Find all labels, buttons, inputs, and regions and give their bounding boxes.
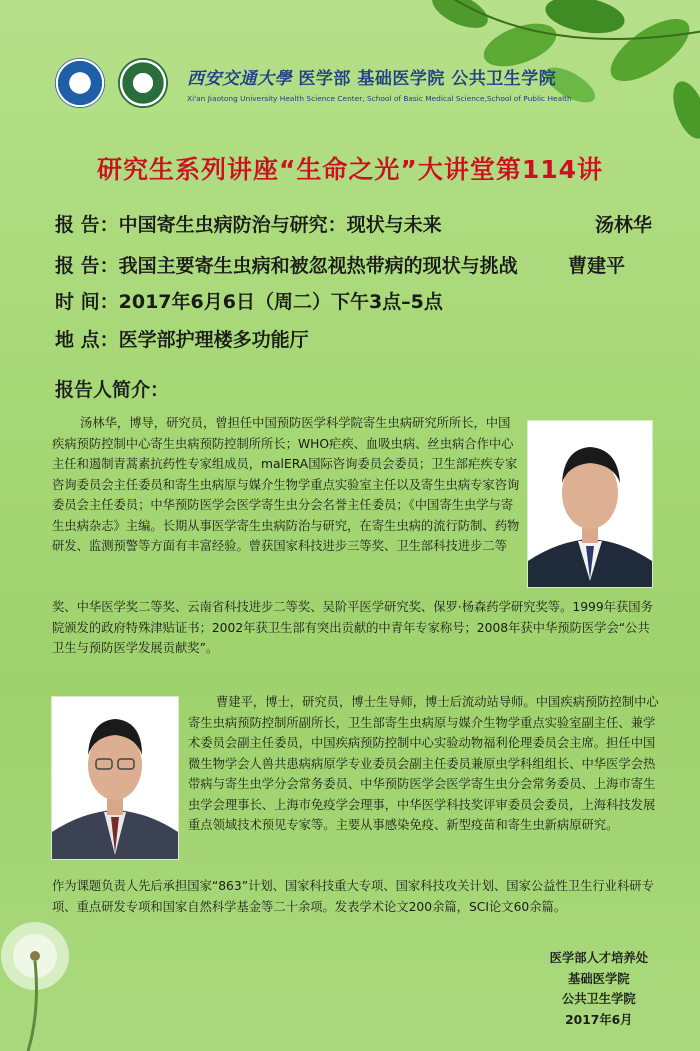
report2-speaker: 曹建平 — [568, 255, 626, 277]
section-title: 报告人简介： — [55, 379, 170, 401]
report1-label: 报 告： — [55, 214, 119, 236]
school-calligraphy: 西安交通大學 — [187, 69, 292, 89]
place-row — [55, 325, 309, 352]
bio1-text: 汤林华，博导，研究员，曾担任中国预防医学科学院寄生虫病研究所所长，中国疾病预防控制中心寄生虫病预防控制所所长；WHO疟疾、血吸虫病、丝虫病合作中心主任和遏制青蒿素抗药性专家组成员，malERA国际咨询委员会委员；卫生部疟疾专家咨询委员会主任委员和寄生虫病原与媒介生物学重点实验室主任以及寄生虫病专家咨询委员会主任委员；中华预防医学会医学寄生虫分会名誉主任委员；《中国寄生虫学与寄生虫病杂志》主编。长期从事医学寄生虫病防治与研究，在寄生虫病的流行防制、药物研发、监测预警等方面有丰富经验。曾获国家科技进步三等奖、卫生部科技进步二等 — [52, 416, 520, 553]
bio2-text-continued: 作为课题负责人先后承担国家“863”计划、国家科技重大专项、国家科技攻关计划、国家公益性卫生行业科研专项、重点研发专项和国家自然科学基金等二十余项。发表学术论文200余篇，SCI论文60余篇。 — [52, 879, 654, 914]
footer-school1: 基础医学院 — [568, 971, 630, 986]
place-label: 地 点： — [55, 329, 119, 351]
header — [55, 58, 690, 118]
page-title: 研究生系列讲座“生命之光”大讲堂第114讲 — [96, 155, 604, 184]
report2-label: 报 告： — [55, 255, 119, 277]
time-label: 时 间： — [55, 291, 119, 313]
school-name-cn — [187, 64, 556, 89]
footer-dept: 医学部人才培养处 — [549, 951, 648, 965]
time-value: 2017年6月6日（周二）下午3点–5点 — [118, 291, 443, 313]
health-science-center-logo — [55, 58, 105, 108]
speaker2-photo — [52, 697, 178, 859]
school-name-en: Xi'an Jiaotong University Health Science Center, School of Basic Medical Science,School of Public Health — [187, 94, 572, 103]
footer — [550, 948, 648, 1030]
footer-school2: 公共卫生学院 — [561, 992, 636, 1006]
school-units: 医学部 基础医学院 公共卫生学院 — [298, 69, 557, 89]
dandelion-decoration — [0, 901, 100, 1051]
speaker1-photo — [528, 421, 652, 587]
bio2-text: 曹建平，博士，研究员，博士生导师，博士后流动站导师。中国疾病预防控制中心寄生虫病预防控制所副所长，卫生部寄生虫病原与媒介生物学重点实验室副主任、兼学术委员会副主任委员，中国疾病预防控制中心实验动物福利伦理委员会主席。担任中国微生物学会人兽共患病病原学专业委员会副主任委员兼原虫学科组组长、中华医学会热带病与寄生虫学分会常务委员、中华预防医学会医学寄生虫分会常务委员、上海市寄生虫学会理事长、上海市免疫学会理事，中华医学科技奖评审委员会委员，上海科技发展重点领域技术预见专家等。主要从事感染免疫、新型疫苗和寄生虫新病原研究。 — [188, 695, 659, 832]
report1-speaker: 汤林华 — [595, 214, 653, 236]
report1-row — [55, 210, 653, 237]
footer-date: 2017年6月 — [565, 1012, 633, 1027]
report2-topic: 我国主要寄生虫病和被忽视热带病的现状与挑战 — [118, 255, 518, 277]
report2-row — [55, 251, 626, 278]
bio1-text-continued: 奖、中华医学奖二等奖、云南省科技进步二等奖、吴阶平医学研究奖、保罗·杨森药学研究奖等。1999年获国务院颁发的政府特殊津贴证书；2002年获卫生部有突出贡献的中青年专家称号；2008年获中华预防医学会“公共卫生与预防医学发展贡献奖”。 — [52, 600, 653, 655]
xjtu-logo — [118, 58, 168, 108]
report1-topic: 中国寄生虫病防治与研究：现状与未来 — [118, 214, 442, 236]
time-row — [55, 287, 443, 314]
place-value: 医学部护理楼多功能厅 — [118, 329, 309, 351]
